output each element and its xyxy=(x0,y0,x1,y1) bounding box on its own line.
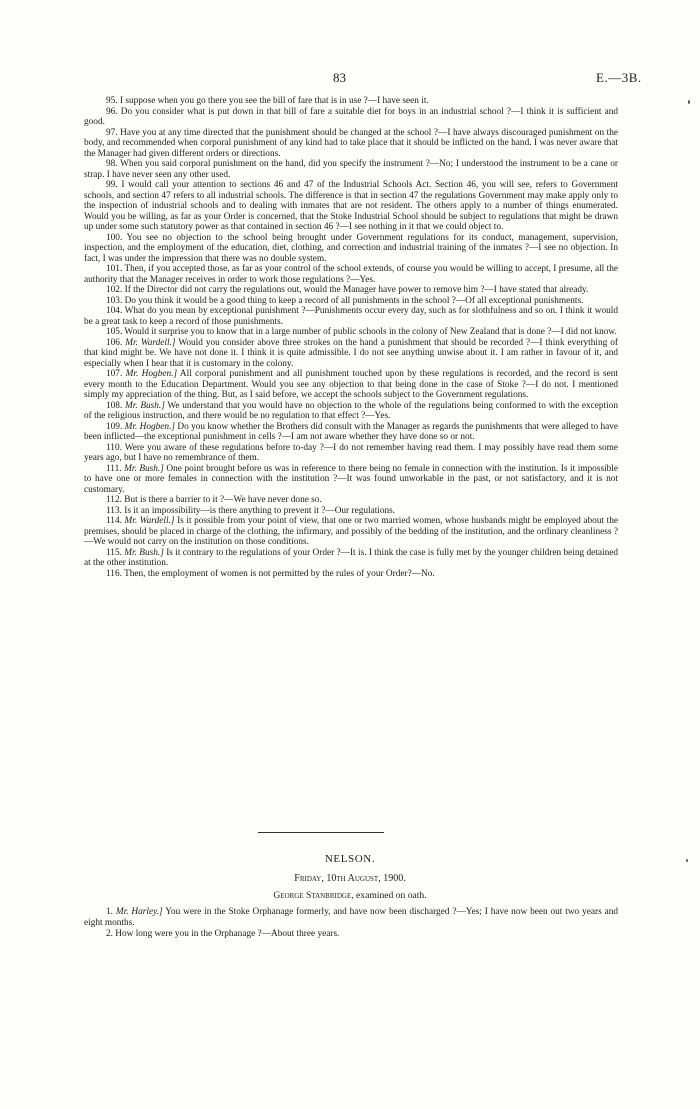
session-date: Friday, 10th August, 1900. xyxy=(294,873,406,884)
page-number: 83 xyxy=(333,70,346,85)
qa-paragraph xyxy=(84,929,618,940)
question-number: 106. xyxy=(106,337,123,348)
speaker-name: Mr. Bush.] xyxy=(124,400,165,411)
qa-paragraph xyxy=(84,569,618,580)
qa-text: 99. I would call your attention to sections 46 and 47 of the Industrial Schools Act. Section 46, you will see, refers to Government schools, and section 47 refers to all industrial schools. The difference is that in section 47 the regulations Government may make apply only to the inspection of industrial schools and to dealing with inmates that are not resident. The others apply to a number of things enumerated. Would you be willing, as far as your Order is concerned, that the Stoke Industrial School should be subject to regulations that might be drawn up under some such statutory power as that contained in section 46 ?—I see nothing in it that we could object to. xyxy=(84,180,618,232)
qa-paragraph xyxy=(84,233,618,265)
qa-text: 2. How long were you in the Orphanage ?—About three years. xyxy=(106,929,340,939)
qa-text: All corporal punishment and all punishment touched upon by these regulations is recorded, and the record is sent every month to the Education Department. Would you see any objection to that being done in the case of Stoke ?—I do not. I mentioned simply my appreciation of the thing. But, as I said before, we accept the schools subject to the Government regulations. xyxy=(84,369,618,400)
speaker-name: Mr. Wardell.] xyxy=(125,337,176,348)
qa-text: One point brought before us was in reference to there being no female in connection with the institution. Is it impossible to have one or more females in connection with the institution ?—It was found unworkable in the past, or not satisfactory, and it is not customary. xyxy=(84,463,619,495)
question-number: 107. xyxy=(106,369,123,379)
qa-paragraph xyxy=(84,506,618,517)
qa-paragraph xyxy=(84,907,618,929)
qa-paragraph xyxy=(84,548,618,569)
qa-text: 101. Then, if you accepted those, as far as your control of the school extends, of course you would be willing to accept, I presume, all the authority that the Manager receives in order to work those regulations ?—Yes. xyxy=(84,264,618,285)
qa-paragraph xyxy=(84,327,618,338)
qa-paragraph xyxy=(84,107,618,128)
qa-paragraph xyxy=(84,306,618,327)
qa-text: Would you consider above three strokes on the hand a punishment that should be recorded ?—I think everything of that kind might be. We have not done it. I think it is quite admissible. I do not see anything unwise about it. I am rather in favour of it, and especially when I hear that it is customary in the colony. xyxy=(84,337,618,369)
qa-text: 105. Would it surprise you to know that in a large number of public schools in the colony of New Zealand that is done ?—I did not know. xyxy=(106,327,617,337)
qa-text: You were in the Stoke Orphanage formerly, and have now been discharged ?—Yes; I have now been out two years and eight months. xyxy=(84,907,619,928)
speaker-name: Mr. Bush.] xyxy=(124,547,164,558)
qa-paragraph xyxy=(84,96,618,107)
question-number: 114. xyxy=(106,516,122,526)
question-number: 111. xyxy=(106,463,122,474)
witness-evidence-body xyxy=(84,907,618,940)
qa-text: 96. Do you consider what is put down in that bill of fare a suitable diet for boys in an industrial school ?—I think it is sufficient and good. xyxy=(84,106,618,127)
qa-text: 104. What do you mean by exceptional punishment ?—Punishments occur every day, such as for slothfulness and so on. I think it would be a great task to keep a record of those punishments. xyxy=(84,306,618,327)
qa-text: 113. Is it an impossibility—is there anything to prevent it ?—Our regulations. xyxy=(106,505,396,516)
qa-paragraph xyxy=(84,285,618,296)
speaker-name: Mr. Bush.] xyxy=(124,463,164,474)
qa-text: 110. Were you aware of these regulations before to-day ?—I do not remember having read them. I may possibly have read them some years ago, but I have no remembrance of them. xyxy=(84,442,618,463)
qa-text: 95. I suppose when you go there you see the bill of fare that is in use ?—I have seen it. xyxy=(106,96,429,106)
speaker-name: Mr. Wardell.] xyxy=(124,516,175,526)
qa-paragraph xyxy=(84,369,618,401)
speaker-name: Mr. Hogben.] xyxy=(124,421,176,432)
qa-paragraph xyxy=(84,128,618,160)
qa-text: 102. If the Director did not carry the regulations out, would the Manager have power to remove him ?—I have stated that already. xyxy=(106,285,589,295)
section-title: NELSON. xyxy=(324,853,376,865)
qa-paragraph xyxy=(84,464,618,496)
qa-paragraph xyxy=(84,422,618,443)
question-number: 1. xyxy=(106,907,113,917)
qa-text: 100. You see no objection to the school being brought under Government regulations for its conduct, management, supervision, inspection, and the employment of the education, diet, clothing, and correction and industrial training of the inmates ?—I see no objection. In fact, I was under the impression that there was no double system. xyxy=(84,232,618,264)
qa-text: 116. Then, the employment of women is not permitted by the rules of your Order?—No. xyxy=(106,568,435,579)
qa-paragraph xyxy=(84,495,618,506)
witness-oath-note: , examined on oath. xyxy=(351,890,427,901)
qa-paragraph xyxy=(84,443,618,464)
scan-speck xyxy=(686,859,688,862)
qa-paragraph xyxy=(84,401,618,422)
question-number: 115. xyxy=(106,547,122,558)
evidence-body xyxy=(84,96,618,579)
document-reference: E.—3B. xyxy=(596,70,642,85)
qa-paragraph xyxy=(84,264,618,285)
section-divider xyxy=(258,832,384,833)
qa-text: Do you know whether the Brothers did consult with the Manager as regards the punishments that were alleged to have been inflicted—the exceptional punishment in cells ?—I am not aware whether they have done so or not. xyxy=(84,421,619,442)
qa-paragraph xyxy=(84,516,618,548)
qa-paragraph xyxy=(84,180,618,233)
witness-line xyxy=(0,890,700,901)
qa-text: Is it possible from your point of view, that one or two married women, whose husbands might be employed about the premises, should be placed in charge of the clothing, the infirmary, and possibly of the bedding of the institution, and the ordinary cleanliness ?—We would not carry on the institution on those conditions. xyxy=(84,516,618,547)
speaker-name: Mr. Hogben.] xyxy=(125,369,178,379)
qa-text: Is it contrary to the regulations of your Order ?—It is. I think the case is fully met by the younger children being detained at the other institution. xyxy=(84,547,619,568)
qa-paragraph xyxy=(84,296,618,307)
scan-speck xyxy=(688,100,690,104)
question-number: 109. xyxy=(106,421,123,432)
witness-name: George Stanbridge xyxy=(273,890,352,901)
qa-text: 103. Do you think it would be a good thing to keep a record of all punishments in the school ?—Of all exceptional punishments. xyxy=(106,295,584,306)
qa-text: 98. When you said corporal punishment on the hand, did you specify the instrument ?—No; I understood the instrument to be a cane or strap. I have never seen any other used. xyxy=(84,159,618,180)
qa-text: 97. Have you at any time directed that the punishment should be changed at the school ?—I have always discouraged punishment on the body, and recommended when corporal punishment of any kind had to take place that it should be inflicted on the hand. I was never aware that the Manager had given different orders or directions. xyxy=(84,127,618,159)
speaker-name: Mr. Harley.] xyxy=(115,907,163,917)
qa-paragraph xyxy=(84,159,618,180)
qa-text: We understand that you would have no objection to the whole of the regulations being conformed to with the exception of the religious instruction, and there would be no regulation to that effect ?—Yes. xyxy=(84,400,618,421)
question-number: 108. xyxy=(106,400,123,411)
qa-text: 112. But is there a barrier to it ?—We have never done so. xyxy=(106,495,322,505)
qa-paragraph xyxy=(84,338,618,370)
